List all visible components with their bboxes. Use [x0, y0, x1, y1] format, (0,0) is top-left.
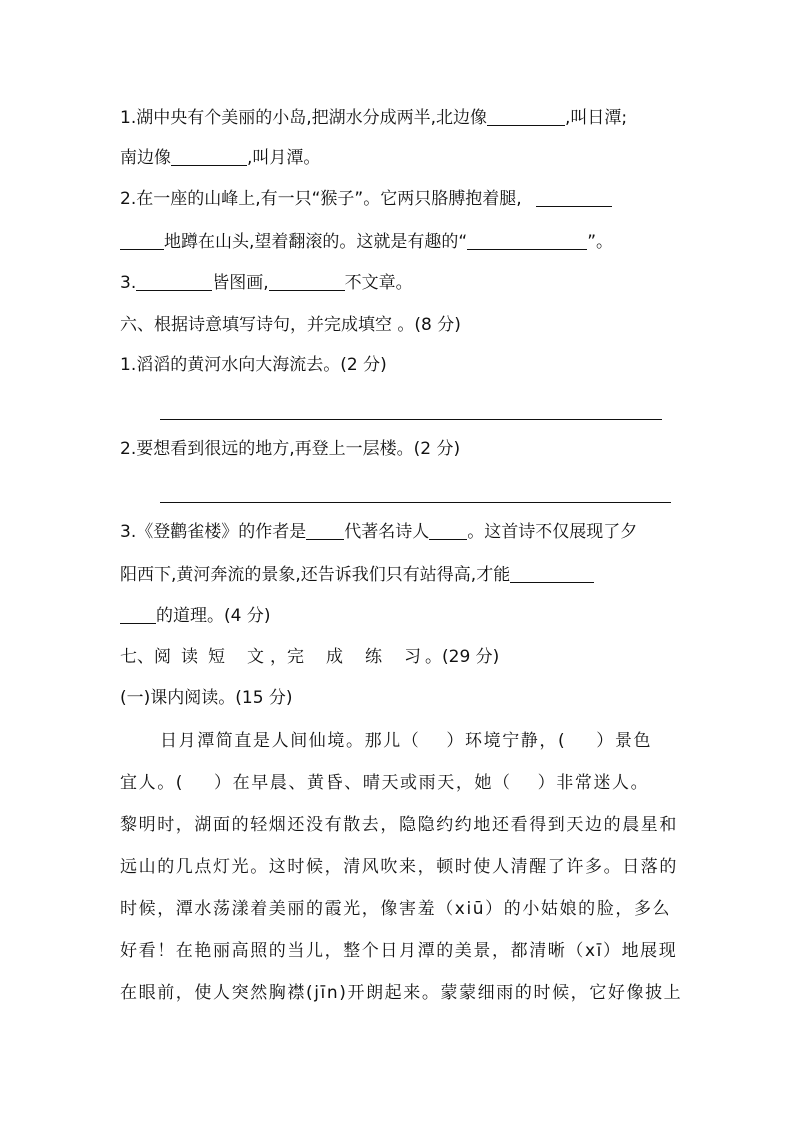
answer-blank[interactable]	[269, 272, 345, 291]
question-text: 阳西下,黄河奔流的景象,还告诉我们只有站得高,才能	[120, 565, 511, 585]
passage-line-5: 时候，潭水荡漾着美丽的霞光，像害羞（xiū）的小姑娘的脸，多么	[120, 899, 672, 919]
question-6-3-line-1	[120, 520, 637, 544]
passage-line-1: 日月潭简直是人间仙境。那儿（ ）环境宁静，( ）景色	[160, 731, 653, 751]
answer-blank[interactable]	[171, 147, 247, 166]
question-text: ,叫月潭。	[247, 148, 321, 168]
question-6-3-line-3	[120, 604, 270, 628]
question-text: 的道理。(4 分)	[156, 606, 271, 626]
question-6-1: 1.滔滔的黄河水向大海流去。(2 分)	[120, 355, 387, 375]
answer-blank[interactable]	[536, 188, 612, 207]
question-text: 不文章。	[344, 273, 413, 293]
subsection-title: (一)课内阅读。(15 分)	[120, 688, 293, 708]
question-text: 地蹲在山头,望着翻滚的。这就是有趣的“	[164, 232, 468, 252]
section-6-title: 六、根据诗意填写诗句，并完成填空 。(8 分)	[120, 315, 461, 335]
question-text: ,叫日潭;	[565, 108, 628, 128]
answer-blank[interactable]	[429, 521, 467, 540]
answer-blank[interactable]	[510, 564, 594, 583]
question-text: 代著名诗人	[344, 522, 430, 542]
question-text: 2.在一座的山峰上,有一只“猴子”。它两只胳膊抱着腿,	[120, 189, 522, 209]
question-text: 南边像	[120, 148, 171, 168]
question-5-2-line-2	[120, 230, 613, 254]
question-text: 1.湖中央有个美丽的小岛,把湖水分成两半,北边像	[120, 108, 488, 128]
passage-line-3: 黎明时，湖面的轻烟还没有散去，隐隐约约地还看得到天边的晨星和	[120, 815, 678, 835]
passage-line-2: 宜人。( ）在早晨、黄昏、晴天或雨天，她（ ）非常迷人。	[120, 773, 650, 793]
question-5-2-line-1	[120, 187, 612, 211]
question-5-3-line	[120, 271, 413, 295]
answer-blank[interactable]	[120, 605, 156, 624]
passage-line-7: 在眼前，使人突然胸襟(jīn)开朗起来。蒙蒙细雨的时候，它好像披上	[120, 983, 683, 1003]
answer-blank[interactable]	[136, 272, 212, 291]
answer-blank[interactable]	[487, 107, 565, 126]
answer-line[interactable]	[160, 502, 671, 503]
question-5-1-line-2	[120, 146, 320, 170]
answer-blank[interactable]	[467, 231, 587, 250]
question-6-2: 2.要想看到很远的地方,再登上一层楼。(2 分)	[120, 439, 461, 459]
passage-line-6: 好看！在艳丽高照的当儿，整个日月潭的美景，都清晰（xī）地展现	[120, 941, 678, 961]
answer-blank[interactable]	[120, 231, 164, 250]
question-text: 3.	[120, 273, 137, 293]
question-text: 皆图画,	[212, 273, 269, 293]
question-text: 3.《登鹳雀楼》的作者是	[120, 522, 307, 542]
question-text: ”。	[587, 232, 614, 252]
section-7-title: 七、阅 读 短 文 ，完 成 练 习 。(29 分)	[120, 647, 500, 667]
passage-line-4: 远山的几点灯光。这时候，清风吹来，顿时使人清醒了许多。日落的	[120, 857, 678, 877]
answer-blank[interactable]	[306, 521, 344, 540]
question-5-1-line-1	[120, 106, 627, 130]
answer-line[interactable]	[160, 419, 662, 420]
question-text: 。这首诗不仅展现了夕	[467, 522, 638, 542]
question-6-3-line-2	[120, 563, 594, 587]
